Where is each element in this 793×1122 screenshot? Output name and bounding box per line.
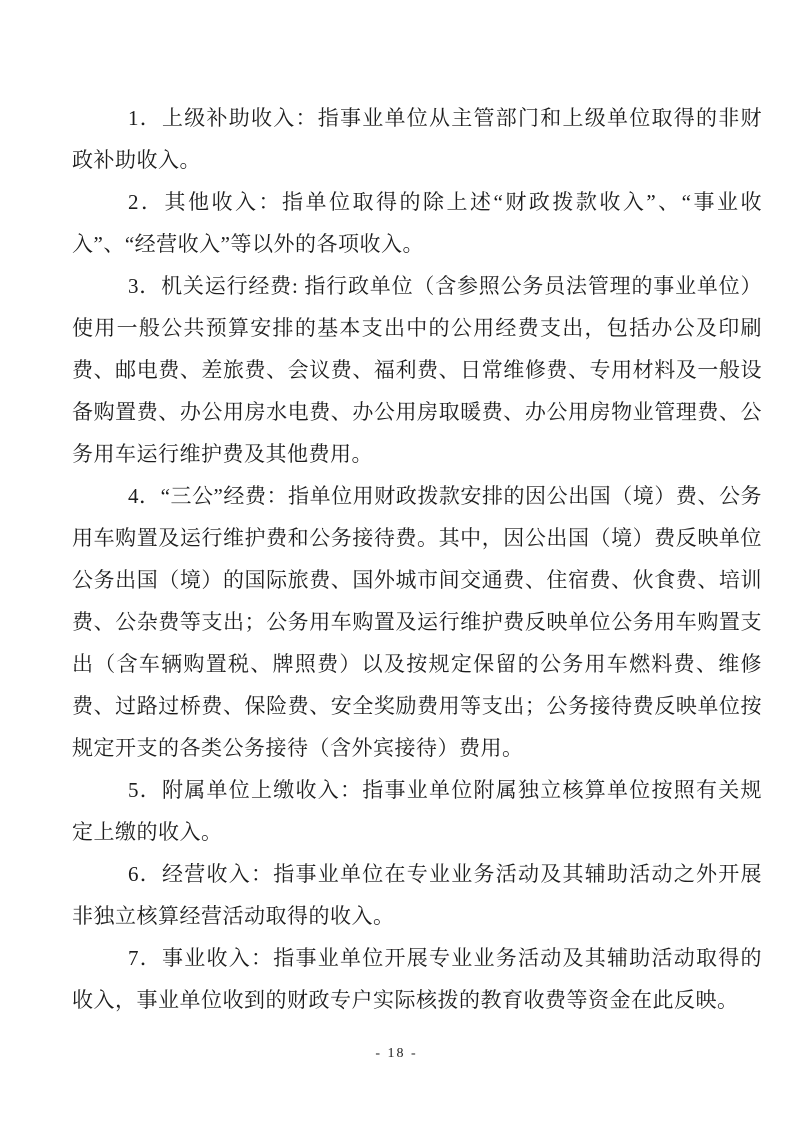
paragraph-three-public-expenses: 4．“三公”经费：指单位用财政拨款安排的因公出国（境）费、公务用车购置及运行维护费和公务接待费。其中，因公出国（境）费反映单位公务出国（境）的国际旅费、国外城市间交通费、住宿费、伙食费、培训费、公杂费等支出；公务用车购置及运行维护费反映单位公务用车购置支出（含车辆购置税、牌照费）以及按规定保留的公务用车燃料费、维修费、过路过桥费、保险费、安全奖励费用等支出；公务接待费反映单位按规定开支的各类公务接待（含外宾接待）费用。 xyxy=(72,484,762,760)
page-number: - 18 - xyxy=(375,1046,418,1061)
paragraph-subordinate-unit-remitted-income: 5．附属单位上缴收入：指事业单位附属独立核算单位按照有关规定上缴的收入。 xyxy=(72,778,762,844)
paragraph-operating-income: 6．经营收入：指事业单位在专业业务活动及其辅助活动之外开展非独立核算经营活动取得的收入。 xyxy=(72,862,762,928)
paragraph-superior-subsidy-income: 1．上级补助收入：指事业单位从主管部门和上级单位取得的非财政补助收入。 xyxy=(72,106,762,172)
paragraph-other-income: 2．其他收入：指单位取得的除上述“财政拨款收入”、“事业收入”、“经营收入”等以外的各项收入。 xyxy=(72,190,762,256)
paragraph-institutional-income: 7．事业收入：指事业单位开展专业业务活动及其辅助活动取得的收入，事业单位收到的财政专户实际核拨的教育收费等资金在此反映。 xyxy=(72,946,762,1012)
paragraph-agency-operating-funds: 3．机关运行经费: 指行政单位（含参照公务员法管理的事业单位）使用一般公共预算安排的基本支出中的公用经费支出，包括办公及印刷费、邮电费、差旅费、会议费、福利费、日常维修费、专用材料及一般设备购置费、办公用房水电费、办公用房取暖费、办公用房物业管理费、公务用车运行维护费及其他费用。 xyxy=(72,274,762,466)
document-body xyxy=(72,97,762,1021)
